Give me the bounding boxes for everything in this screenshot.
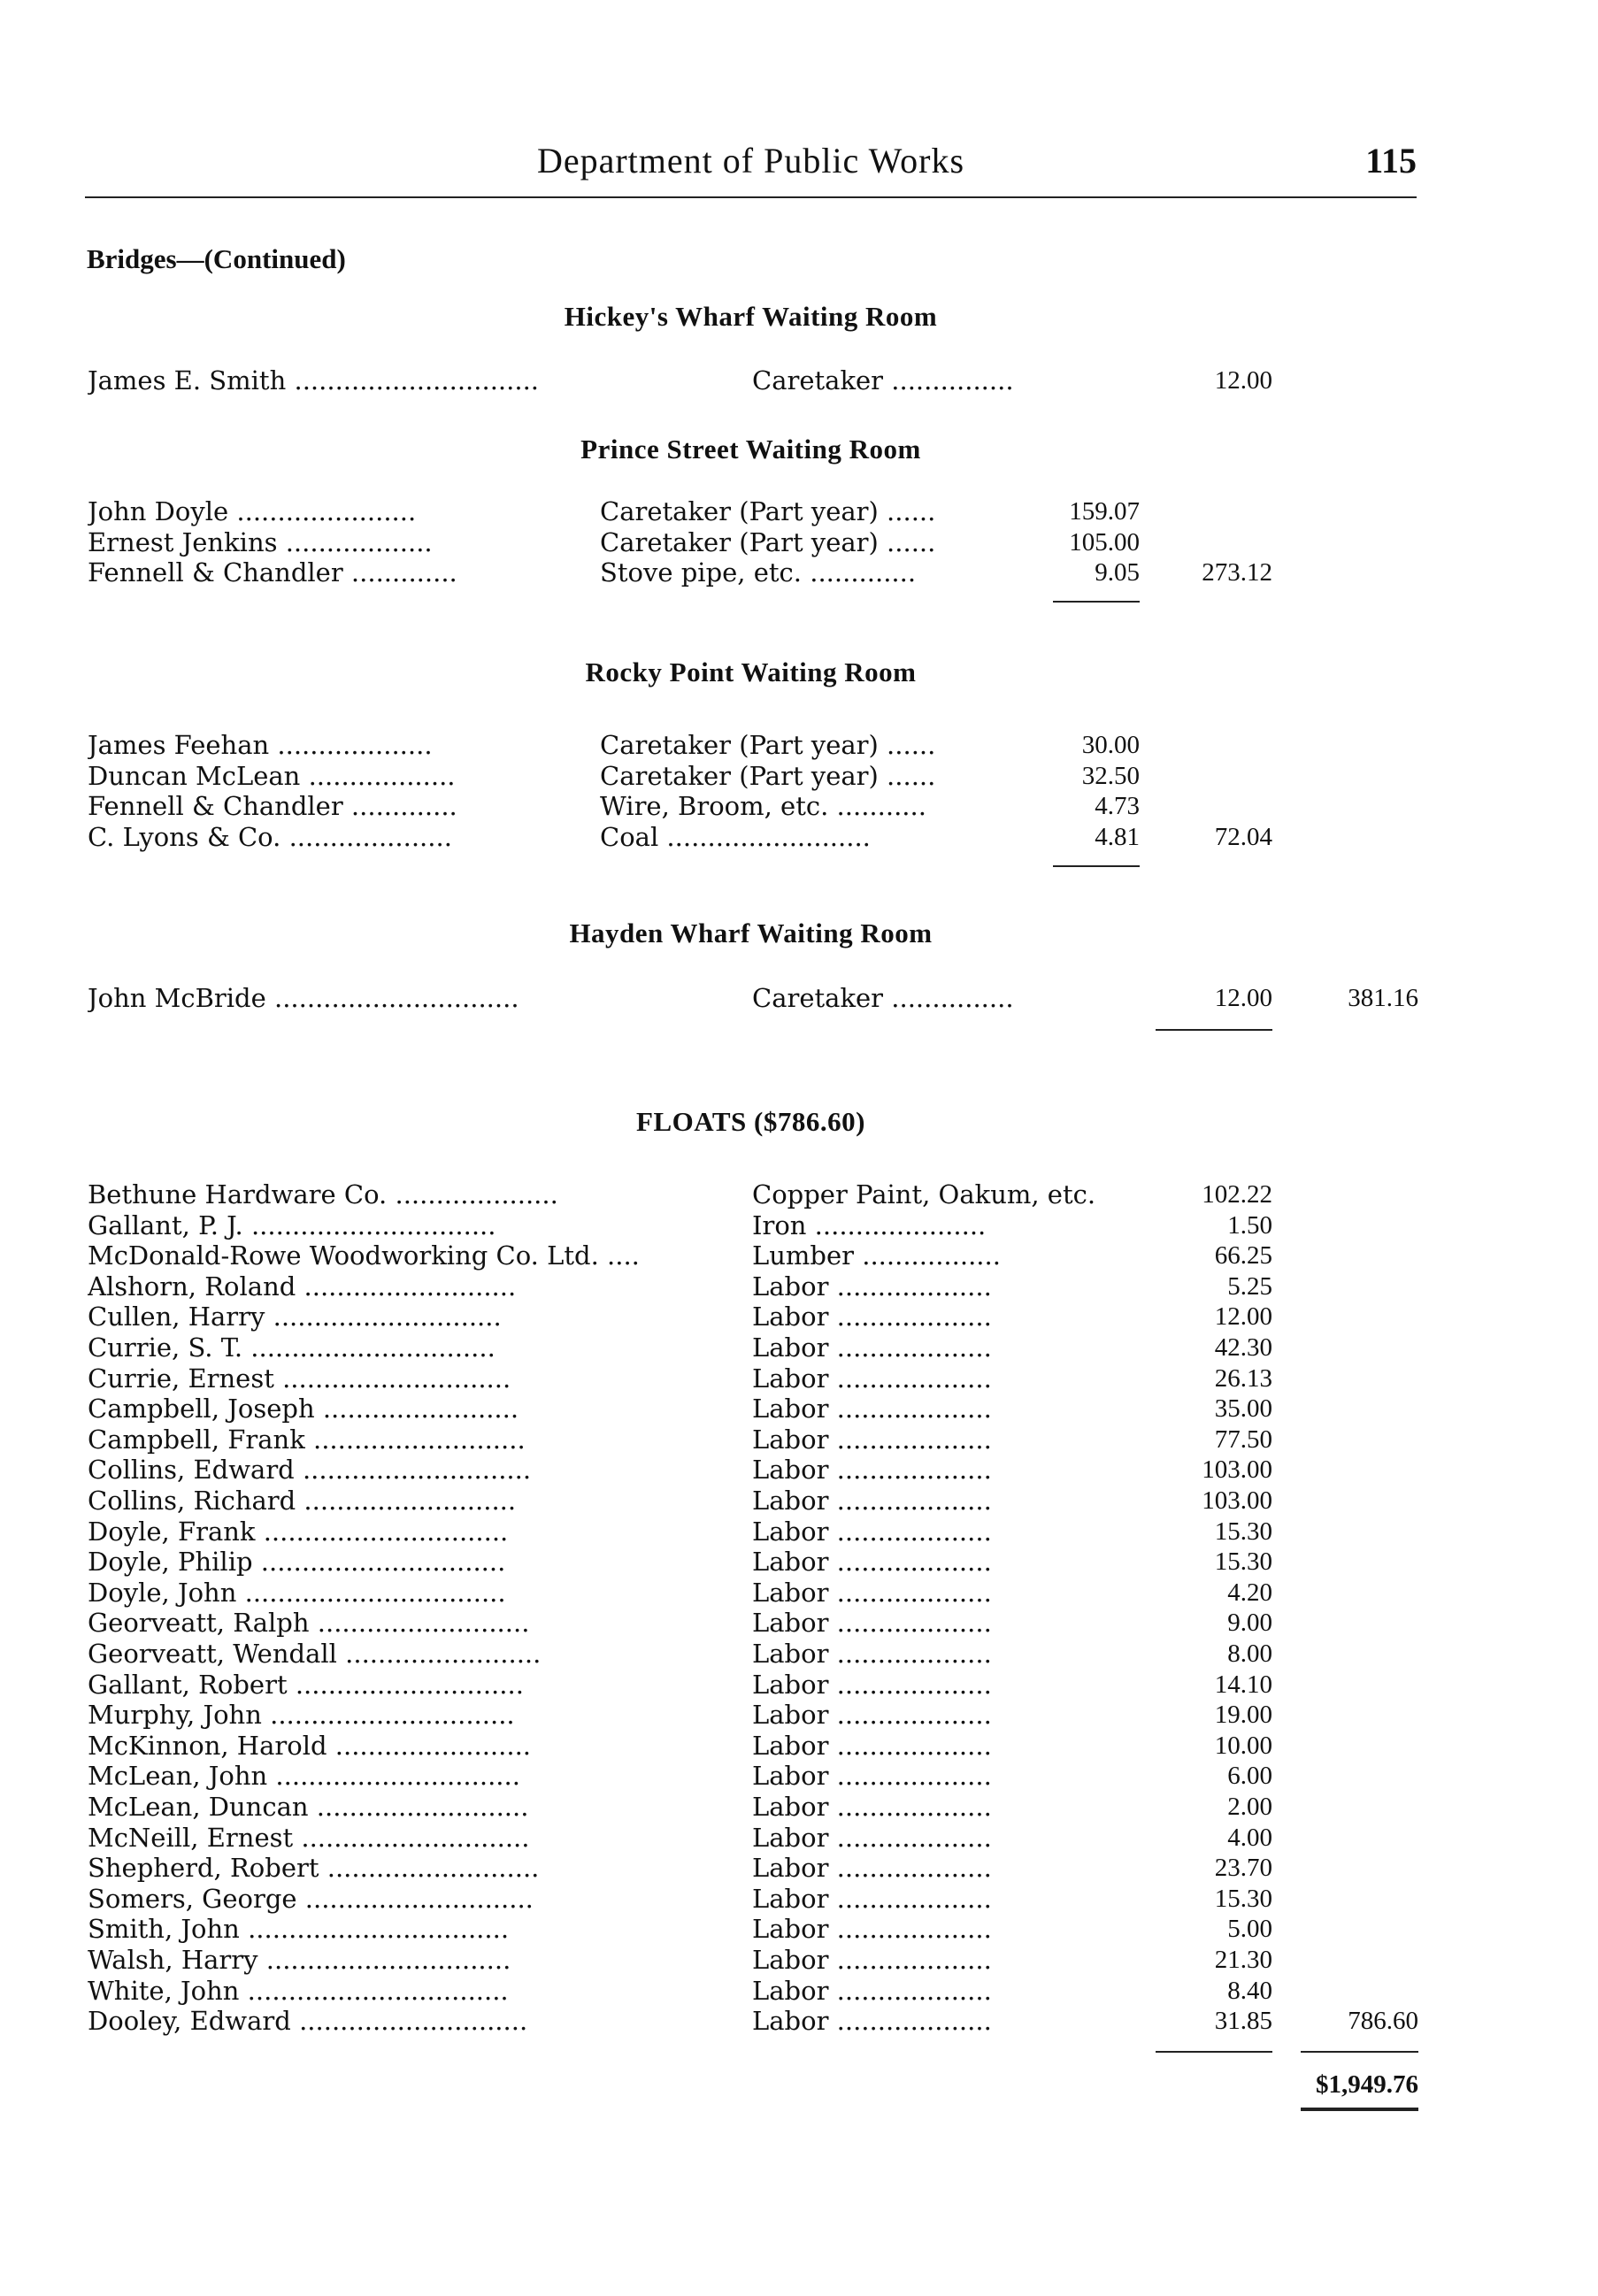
section-subtotal: 102.22 (1202, 1180, 1272, 1209)
item-description: Labor ................... (752, 1516, 992, 1547)
running-total: 381.16 (1348, 984, 1418, 1012)
section-title: Rocky Point Waiting Room (585, 657, 917, 687)
payee-name: Smith, John ................................ (88, 1914, 510, 1945)
section-subtotal: 15.30 (1214, 1517, 1272, 1546)
ledger-row (0, 729, 1598, 761)
payee-name: McNeill, Ernest ............................ (88, 1822, 530, 1853)
item-description: Labor ................... (752, 2006, 992, 2037)
item-description: Caretaker (Part year) ...... (600, 526, 936, 557)
payee-name: McLean, Duncan .......................... (88, 1792, 529, 1822)
payee-name: Fennell & Chandler ............. (88, 791, 457, 822)
item-description: Labor ................... (752, 1669, 992, 1700)
section-title: Hickey's Wharf Waiting Room (564, 301, 938, 332)
section-subtotal: 4.20 (1227, 1578, 1272, 1607)
page-number: 115 (1365, 141, 1417, 180)
item-description: Labor ................... (752, 1455, 992, 1486)
section-subtotal: 23.70 (1214, 1854, 1272, 1883)
payee-name: Walsh, Harry .............................. (88, 1945, 511, 1975)
item-description: Labor ................... (752, 1302, 992, 1332)
grand-total: $1,949.76 (1316, 2070, 1418, 2100)
section-subtotal: 5.00 (1227, 1915, 1272, 1944)
ledger-row (0, 495, 1598, 527)
ledger-row (0, 1760, 1598, 1792)
item-amount: 30.00 (1081, 731, 1140, 759)
item-description: Labor ................... (752, 1914, 992, 1945)
total-rule (1301, 2051, 1418, 2053)
ledger-row (0, 1577, 1598, 1609)
payee-name: John Doyle ...................... (88, 496, 417, 526)
ledger-row (0, 1424, 1598, 1455)
ledger-row (0, 790, 1598, 822)
payee-name: Doyle, Frank .............................. (88, 1516, 509, 1547)
section-subtotal: 72.04 (1214, 822, 1272, 851)
ledger-row (0, 1454, 1598, 1486)
subtotal-rule (1156, 2051, 1272, 2053)
item-description: Copper Paint, Oakum, etc. (752, 1179, 1096, 1209)
section-subtotal: 2.00 (1227, 1793, 1272, 1821)
ledger-row (0, 1791, 1598, 1823)
payee-name: McDonald-Rowe Woodworking Co. Ltd. .... (88, 1240, 640, 1271)
running-total: 786.60 (1348, 2007, 1418, 2036)
payee-name: James E. Smith .............................. (88, 365, 540, 395)
item-description: Labor ................... (752, 1271, 992, 1302)
section-subtotal: 26.13 (1214, 1363, 1272, 1393)
ledger-row (0, 1638, 1598, 1670)
item-description: Wire, Broom, etc. ........... (600, 791, 926, 822)
item-description: Labor ................... (752, 1822, 992, 1853)
item-description: Caretaker (Part year) ...... (600, 730, 936, 760)
section-subtotal: 10.00 (1214, 1731, 1272, 1760)
section-subtotal: 8.00 (1227, 1639, 1272, 1668)
section-subtotal: 35.00 (1214, 1394, 1272, 1424)
grand-total-rule (1301, 2108, 1418, 2111)
ledger-row (0, 1363, 1598, 1394)
payee-name: Georveatt, Ralph .......................... (88, 1608, 530, 1639)
section-subtotal: 77.50 (1214, 1424, 1272, 1454)
payee-name: Currie, Ernest ............................ (88, 1363, 511, 1394)
item-description: Labor ................... (752, 1486, 992, 1516)
item-description: Stove pipe, etc. ............. (600, 557, 917, 588)
payee-name: Somers, George ............................ (88, 1883, 534, 1914)
section-subtotal: 31.85 (1214, 2007, 1272, 2036)
subtotal-rule (1053, 601, 1140, 603)
ledger-row (0, 526, 1598, 558)
section-subtotal: 12.00 (1214, 366, 1272, 395)
ledger-row (0, 1271, 1598, 1302)
section-subtotal: 14.10 (1214, 1670, 1272, 1699)
subtotal-rule (1053, 865, 1140, 867)
payee-name: McLean, John .............................. (88, 1761, 520, 1792)
item-description: Caretaker ............... (752, 983, 1014, 1013)
item-description: Labor ................... (752, 1853, 992, 1884)
ledger-row (0, 365, 1598, 396)
item-amount: 159.07 (1069, 497, 1140, 526)
payee-name: Georveatt, Wendall ........................ (88, 1639, 542, 1669)
section-subtotal: 21.30 (1214, 1946, 1272, 1974)
item-amount: 32.50 (1081, 761, 1140, 790)
item-description: Labor ................... (752, 1608, 992, 1639)
payee-name: Shepherd, Robert .......................... (88, 1853, 540, 1884)
ledger-row (0, 1913, 1598, 1945)
item-description: Labor ................... (752, 1363, 992, 1394)
item-description: Iron ..................... (752, 1209, 987, 1240)
item-amount: 9.05 (1095, 558, 1140, 587)
ledger-row (0, 982, 1598, 1014)
item-description: Labor ................... (752, 1975, 992, 2006)
ledger-row (0, 1822, 1598, 1854)
payee-name: White, John ................................ (88, 1975, 509, 2006)
item-description: Labor ................... (752, 1394, 992, 1424)
ledger-row (0, 1301, 1598, 1332)
item-amount: 4.81 (1095, 822, 1140, 851)
section-subtotal: 12.00 (1214, 984, 1272, 1012)
ledger-row (0, 1699, 1598, 1731)
section-subtotal: 8.40 (1227, 1976, 1272, 2005)
section-subtotal: 9.00 (1227, 1609, 1272, 1638)
ledger-row (0, 1546, 1598, 1578)
payee-name: McKinnon, Harold ........................ (88, 1730, 532, 1761)
ledger-row (0, 2005, 1598, 2037)
payee-name: Duncan McLean .................. (88, 760, 456, 791)
item-description: Labor ................... (752, 1730, 992, 1761)
ledger-row (0, 1944, 1598, 1976)
ledger-row (0, 1393, 1598, 1424)
section-subtotal: 6.00 (1227, 1762, 1272, 1791)
payee-name: Murphy, John .............................. (88, 1700, 515, 1731)
section-subtotal: 19.00 (1214, 1701, 1272, 1730)
item-description: Labor ................... (752, 1761, 992, 1792)
section-subtotal: 15.30 (1214, 1547, 1272, 1577)
section-title: FLOATS ($786.60) (636, 1106, 865, 1137)
item-description: Labor ................... (752, 1700, 992, 1731)
section-subtotal: 1.50 (1227, 1210, 1272, 1240)
payee-name: Fennell & Chandler ............. (88, 557, 457, 588)
ledger-row (0, 1669, 1598, 1701)
section-subtotal: 5.25 (1227, 1271, 1272, 1301)
section-subtotal: 103.00 (1202, 1455, 1272, 1485)
item-description: Labor ................... (752, 1792, 992, 1822)
item-description: Labor ................... (752, 1883, 992, 1914)
section-subtotal: 4.00 (1227, 1823, 1272, 1852)
payee-name: James Feehan ................... (88, 730, 433, 760)
payee-name: John McBride .............................. (88, 983, 519, 1013)
ledger-row (0, 557, 1598, 588)
section-subtotal: 103.00 (1202, 1486, 1272, 1515)
payee-name: Doyle, Philip .............................. (88, 1547, 506, 1578)
item-description: Labor ................... (752, 1639, 992, 1669)
item-description: Labor ................... (752, 1577, 992, 1608)
ledger-row (0, 760, 1598, 792)
ledger-row (0, 1209, 1598, 1241)
payee-name: Gallant, P. J. .............................. (88, 1209, 496, 1240)
item-description: Labor ................... (752, 1332, 992, 1363)
section-subtotal: 15.30 (1214, 1884, 1272, 1913)
item-description: Coal ......................... (600, 821, 871, 852)
item-amount: 4.73 (1095, 792, 1140, 821)
item-description: Caretaker ............... (752, 365, 1014, 395)
grand-total-row (0, 2069, 1598, 2100)
payee-name: Dooley, Edward ............................ (88, 2006, 528, 2037)
page-title: Department of Public Works (536, 141, 965, 180)
section-subtotal: 66.25 (1214, 1241, 1272, 1271)
ledger-row (0, 1607, 1598, 1639)
ledger-row (0, 1485, 1598, 1517)
section-subtotal: 42.30 (1214, 1333, 1272, 1362)
item-amount: 105.00 (1069, 527, 1140, 557)
item-description: Caretaker (Part year) ...... (600, 760, 936, 791)
item-description: Lumber ................. (752, 1240, 1001, 1271)
section-subtotal: 273.12 (1202, 558, 1272, 587)
ledger-row (0, 1179, 1598, 1210)
section-title: Prince Street Waiting Room (580, 434, 921, 465)
item-description: Caretaker (Part year) ...... (600, 496, 936, 526)
section-subtotal: 12.00 (1214, 1302, 1272, 1332)
ledger-row (0, 1240, 1598, 1271)
payee-name: Campbell, Frank .......................... (88, 1424, 526, 1455)
payee-name: Collins, Edward ............................ (88, 1455, 532, 1486)
payee-name: Currie, S. T. .............................. (88, 1332, 496, 1363)
ledger-row (0, 1852, 1598, 1884)
section-title: Hayden Wharf Waiting Room (569, 918, 933, 948)
ledger-row (0, 1332, 1598, 1363)
running-head (85, 140, 1417, 198)
payee-name: Bethune Hardware Co. .................... (88, 1179, 558, 1209)
ledger-row (0, 1975, 1598, 2007)
payee-name: Ernest Jenkins .................. (88, 526, 433, 557)
payee-name: Alshorn, Roland .......................... (88, 1271, 517, 1302)
payee-name: Gallant, Robert ............................ (88, 1669, 524, 1700)
ledger-row (0, 1516, 1598, 1547)
payee-name: Doyle, John ................................ (88, 1577, 506, 1608)
item-description: Labor ................... (752, 1424, 992, 1455)
ledger-row (0, 821, 1598, 853)
continued-heading: Bridges—(Continued) (87, 243, 346, 274)
item-description: Labor ................... (752, 1945, 992, 1975)
ledger-row (0, 1883, 1598, 1915)
payee-name: Cullen, Harry ............................ (88, 1302, 502, 1332)
subtotal-rule (1156, 1029, 1272, 1031)
payee-name: Campbell, Joseph ........................ (88, 1394, 519, 1424)
payee-name: C. Lyons & Co. .................... (88, 821, 452, 852)
item-description: Labor ................... (752, 1547, 992, 1578)
payee-name: Collins, Richard .......................... (88, 1486, 517, 1516)
ledger-row (0, 1730, 1598, 1762)
